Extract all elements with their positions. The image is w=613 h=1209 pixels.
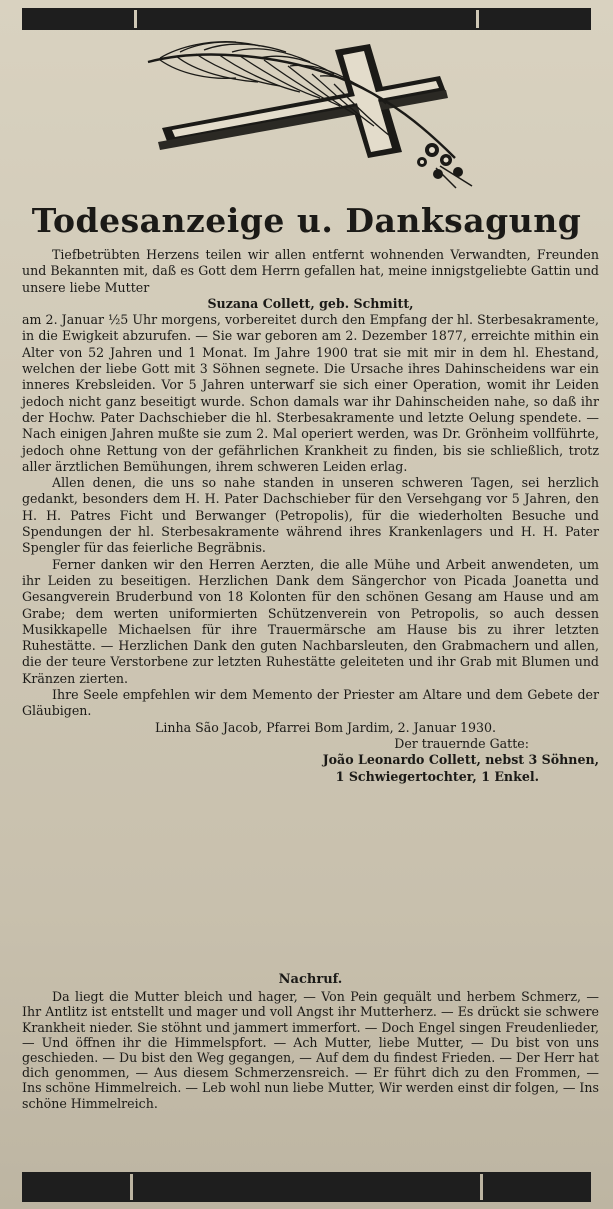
top-border-rule <box>22 8 591 30</box>
signer-name: João Leonardo Collett, nebst 3 Söhnen, <box>322 752 599 768</box>
deceased-name: Suzana Collett, geb. Schmitt, <box>207 295 414 311</box>
obituary-poem <box>22 972 599 1111</box>
poem-text: Da liegt die Mutter bleich und hager, — Von Pein gequält und herbem Schmerz, — Ihr Antlitz ist entstellt und mager und voll Angst ihr Mutterherz. — Es drückt sie schwere Krankheit nieder. Sie stöhnt und jammert immerfort. — Doch Engel singen Freudenlieder, — Und öffnen ihr die Himmelspfort. — Ach Mutter, liebe Mutter, — Du bist von uns geschieden. — Du bist den Weg gegangen, — Auf dem du findest Frieden. — Der Herr hat dich genommen, — Aus diesem Schmerzensreich. — Er führt dich zu den Frommen, — Ins schöne Himmelreich. — Leb wohl nun liebe Mutter, Wir werden einst dir folgen, — Ins schöne Himmelreich. <box>22 989 599 1111</box>
page-title: Todesanzeige u. Danksagung <box>31 201 582 240</box>
intro-paragraph: Tiefbetrübten Herzens teilen wir allen entfernt wohnenden Verwandten, Freunden und Bekannten mit, daß es Gott dem Herrn gefallen hat, meine innigstgeliebte Gattin und unsere liebe Mutter <box>22 247 599 295</box>
prayer-paragraph: Ihre Seele empfehlen wir dem Memento der Priester am Altare und dem Gebete der Gläubigen. <box>22 687 599 719</box>
poem-heading: Nachruf. <box>278 972 343 987</box>
announcement-text <box>22 247 599 785</box>
signer-family: 1 Schwiegertochter, 1 Enkel. <box>335 768 539 784</box>
signer-title: Der trauernde Gatte: <box>394 735 529 751</box>
bottom-border-rule <box>22 1172 591 1202</box>
thanks-clergy-paragraph: Allen denen, die uns so nahe standen in unseren schweren Tagen, sei herzlich gedankt, besonders dem H. H. Pater Dachschieber für den Versehgang vor 5 Jahren, den H. H. Patres Ficht und Berwanger (Petropolis), für die wiederholten Besuche und Spendungen der hl. Sterbesakramente während ihres Krankenlagers und H. H. Pater Spengler für das feierliche Begräbnis. <box>22 475 599 556</box>
death-details-paragraph: am 2. Januar ½5 Uhr morgens, vorbereitet durch den Empfang der hl. Sterbesakramente, in die Ewigkeit abzurufen. — Sie war geboren am 2. Dezember 1877, erreichte mithin ein Alter von 52 Jahren und 1 Monat. Im Jahre 1900 trat sie mit mir in dem hl. Ehestand, welchen der liebe Gott mit 3 Söhnen segnete. Die Ursache ihres Dahinscheidens war ein inneres Krebsleiden. Vor 5 Jahren unterwarf sie sich einer Operation, womit ihr Leiden jedoch nicht ganz beseitigt wurde. Schon damals war ihr Dahinscheiden nahe, so daß ihr der Hochw. Pater Dachschieber die hl. Sterbesakramente und letzte Oelung spendete. — Nach einigen Jahren mußte sie zum 2. Mal operiert werden, was Dr. Grönheim vollführte, jedoch ohne Rettung von der gefährlichen Krankheit zu finden, bis sie schließlich, trotz aller ärztlichen Bemühungen, ihrem schweren Leiden erlag. <box>22 312 599 474</box>
thanks-doctors-paragraph: Ferner danken wir den Herren Aerzten, die alle Mühe und Arbeit anwendeten, um ihr Leiden zu beseitigen. Herzlichen Dank dem Sängerchor von Picada Joanetta und Gesangverein Bruderbund von 18 Kolonten für den schönen Gesang am Hause und am Grabe; dem werten uniformierten Schützenverein von Petropolis, so auch dessen Musikkapelle Michaelsen für ihre Trauermärsche am Hause bis zu ihrer letzten Ruhestätte. — Herzlichen Dank den guten Nachbarsleuten, den Grabmachern und allen, die der teure Verstorbene zur letzten Ruhestätte geleiteten und ihr Grab mit Blumen und Kränzen zierten. <box>22 556 599 686</box>
place-date: Linha São Jacob, Pfarrei Bom Jardim, 2. Januar 1930. <box>154 719 497 735</box>
cross-with-palm-icon <box>140 40 480 190</box>
